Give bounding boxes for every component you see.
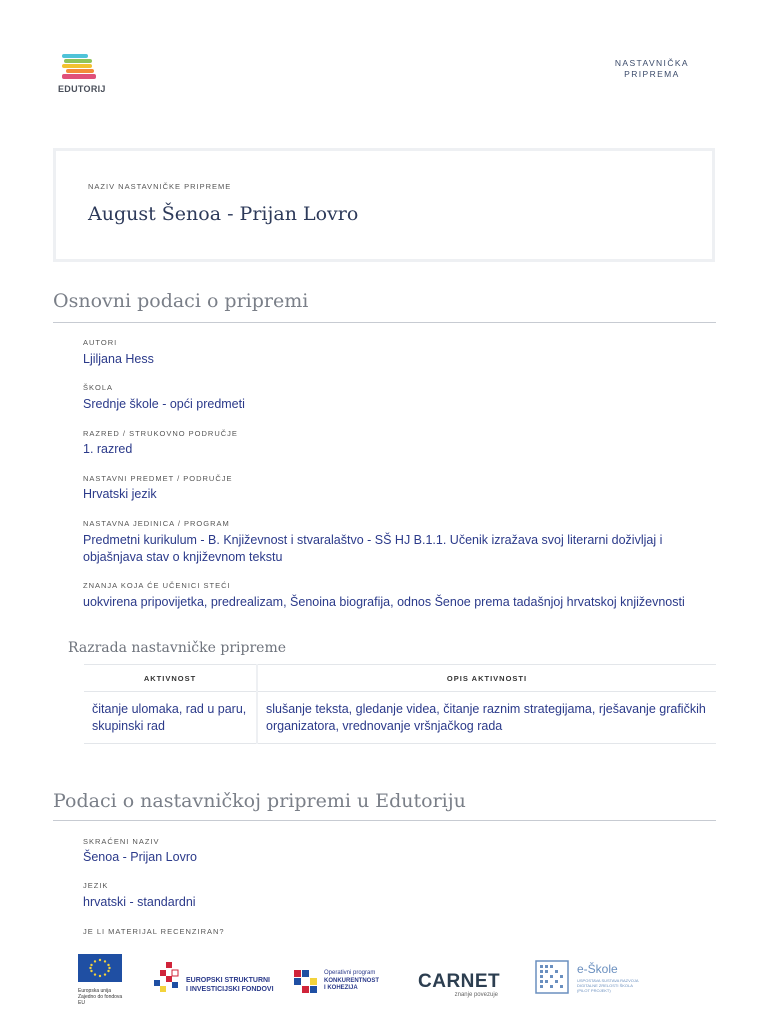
op-text-2: KONKURENTNOST [324, 977, 379, 984]
document-type-line1: NASTAVNIČKA [614, 58, 689, 68]
eu-text-1: Europska unija [78, 988, 112, 994]
eskole-sub-2: DIGITALNE ZRELOSTI ŠKOLA [577, 983, 633, 988]
column-header-activity: AKTIVNOST [84, 665, 257, 692]
field-label-short-name: SKRAĆENI NAZIV [83, 837, 160, 846]
eskole-sub-3: (PILOT PROJEKT) [577, 988, 611, 993]
field-label-authors: AUTORI [83, 338, 118, 347]
page-title: August Šenoa - Prijan Lovro [88, 203, 359, 225]
sponsor-logos [0, 950, 768, 1010]
activities-table [84, 664, 716, 744]
section-heading-elaboration: Razrada nastavničke pripreme [68, 640, 286, 656]
esi-funds-icon [152, 962, 184, 996]
esi-funds-logo [152, 962, 277, 998]
section-divider [53, 322, 716, 323]
eskole-logo [535, 960, 655, 1000]
field-label-subject: NASTAVNI PREDMET / PODRUČJE [83, 474, 233, 483]
field-label-reviewed: JE LI MATERIJAL RECENZIRAN? [83, 927, 225, 936]
field-value-school: Srednje škole - opći predmeti [83, 397, 245, 411]
books-icon [60, 52, 100, 82]
column-header-description: OPIS AKTIVNOSTI [257, 665, 716, 692]
eskole-sub-1: USPOSTAVA SUSTAVA RAZVOJA [577, 978, 639, 983]
field-value-knowledge: uokvirena pripovijetka, predrealizam, Šenoina biografija, odnos Šenoe prema tadašnjoj hrvatskoj književnosti [83, 595, 685, 609]
eskole-icon [535, 960, 569, 994]
eu-text-2: Zajedno do fondova EU [78, 994, 123, 1006]
op-logo [294, 968, 389, 998]
title-label: NAZIV NASTAVNIČKE PRIPREME [88, 182, 232, 191]
carnet-logo [418, 972, 508, 998]
eu-flag-icon [78, 954, 122, 982]
field-value-unit: Predmetni kurikulum - B. Književnost i stvaralaštvo - SŠ HJ B.1.1. Učenik izražava svoj literarni doživljaj i objašnjava stav o književnom tekstu [83, 533, 663, 564]
field-value-grade: 1. razred [83, 442, 133, 456]
table-row [84, 692, 716, 744]
field-label-school: ŠKOLA [83, 383, 114, 392]
table-header-row [84, 665, 716, 692]
field-label-language: JEZIK [83, 881, 109, 890]
eu-logo [78, 954, 126, 1006]
field-label-grade: RAZRED / STRUKOVNO PODRUČJE [83, 429, 238, 438]
cell-activity: čitanje ulomaka, rad u paru, skupinski rad [84, 692, 257, 744]
carnet-tagline: znanje povezuje [454, 992, 498, 998]
op-text-3: I KOHEZIJA [324, 985, 358, 991]
field-value-authors: Ljiljana Hess [83, 352, 154, 366]
field-value-language: hrvatski - standardni [83, 895, 196, 909]
carnet-text: CARNET [418, 971, 501, 992]
section-heading-basic: Osnovni podaci o pripremi [53, 290, 309, 312]
logo-text: EDUTORIJ [58, 84, 106, 94]
edutorij-logo [58, 50, 106, 96]
op-text-1: Operativni program [324, 970, 376, 976]
section-heading-edutorij: Podaci o nastavničkoj pripremi u Edutoriju [53, 790, 466, 812]
eskole-text: e-Škole [577, 962, 618, 976]
esi-text-1: EUROPSKI STRUKTURNI [186, 977, 271, 984]
field-label-knowledge: ZNANJA KOJA ĆE UČENICI STEĆI [83, 581, 231, 590]
document-type [615, 58, 689, 80]
op-icon [294, 970, 318, 994]
cell-description: slušanje teksta, gledanje videa, čitanje raznim strategijama, rješavanje grafičkih organizatora, vrednovanje vršnjačkog rada [257, 692, 716, 744]
esi-text-2: I INVESTICIJSKI FONDOVI [186, 986, 274, 993]
field-value-short-name: Šenoa - Prijan Lovro [83, 850, 197, 864]
field-value-subject: Hrvatski jezik [83, 487, 157, 501]
section-divider [53, 820, 716, 821]
title-box [53, 148, 715, 262]
document-type-line2: PRIPREMA [624, 69, 680, 79]
field-label-unit: NASTAVNA JEDINICA / PROGRAM [83, 519, 230, 528]
